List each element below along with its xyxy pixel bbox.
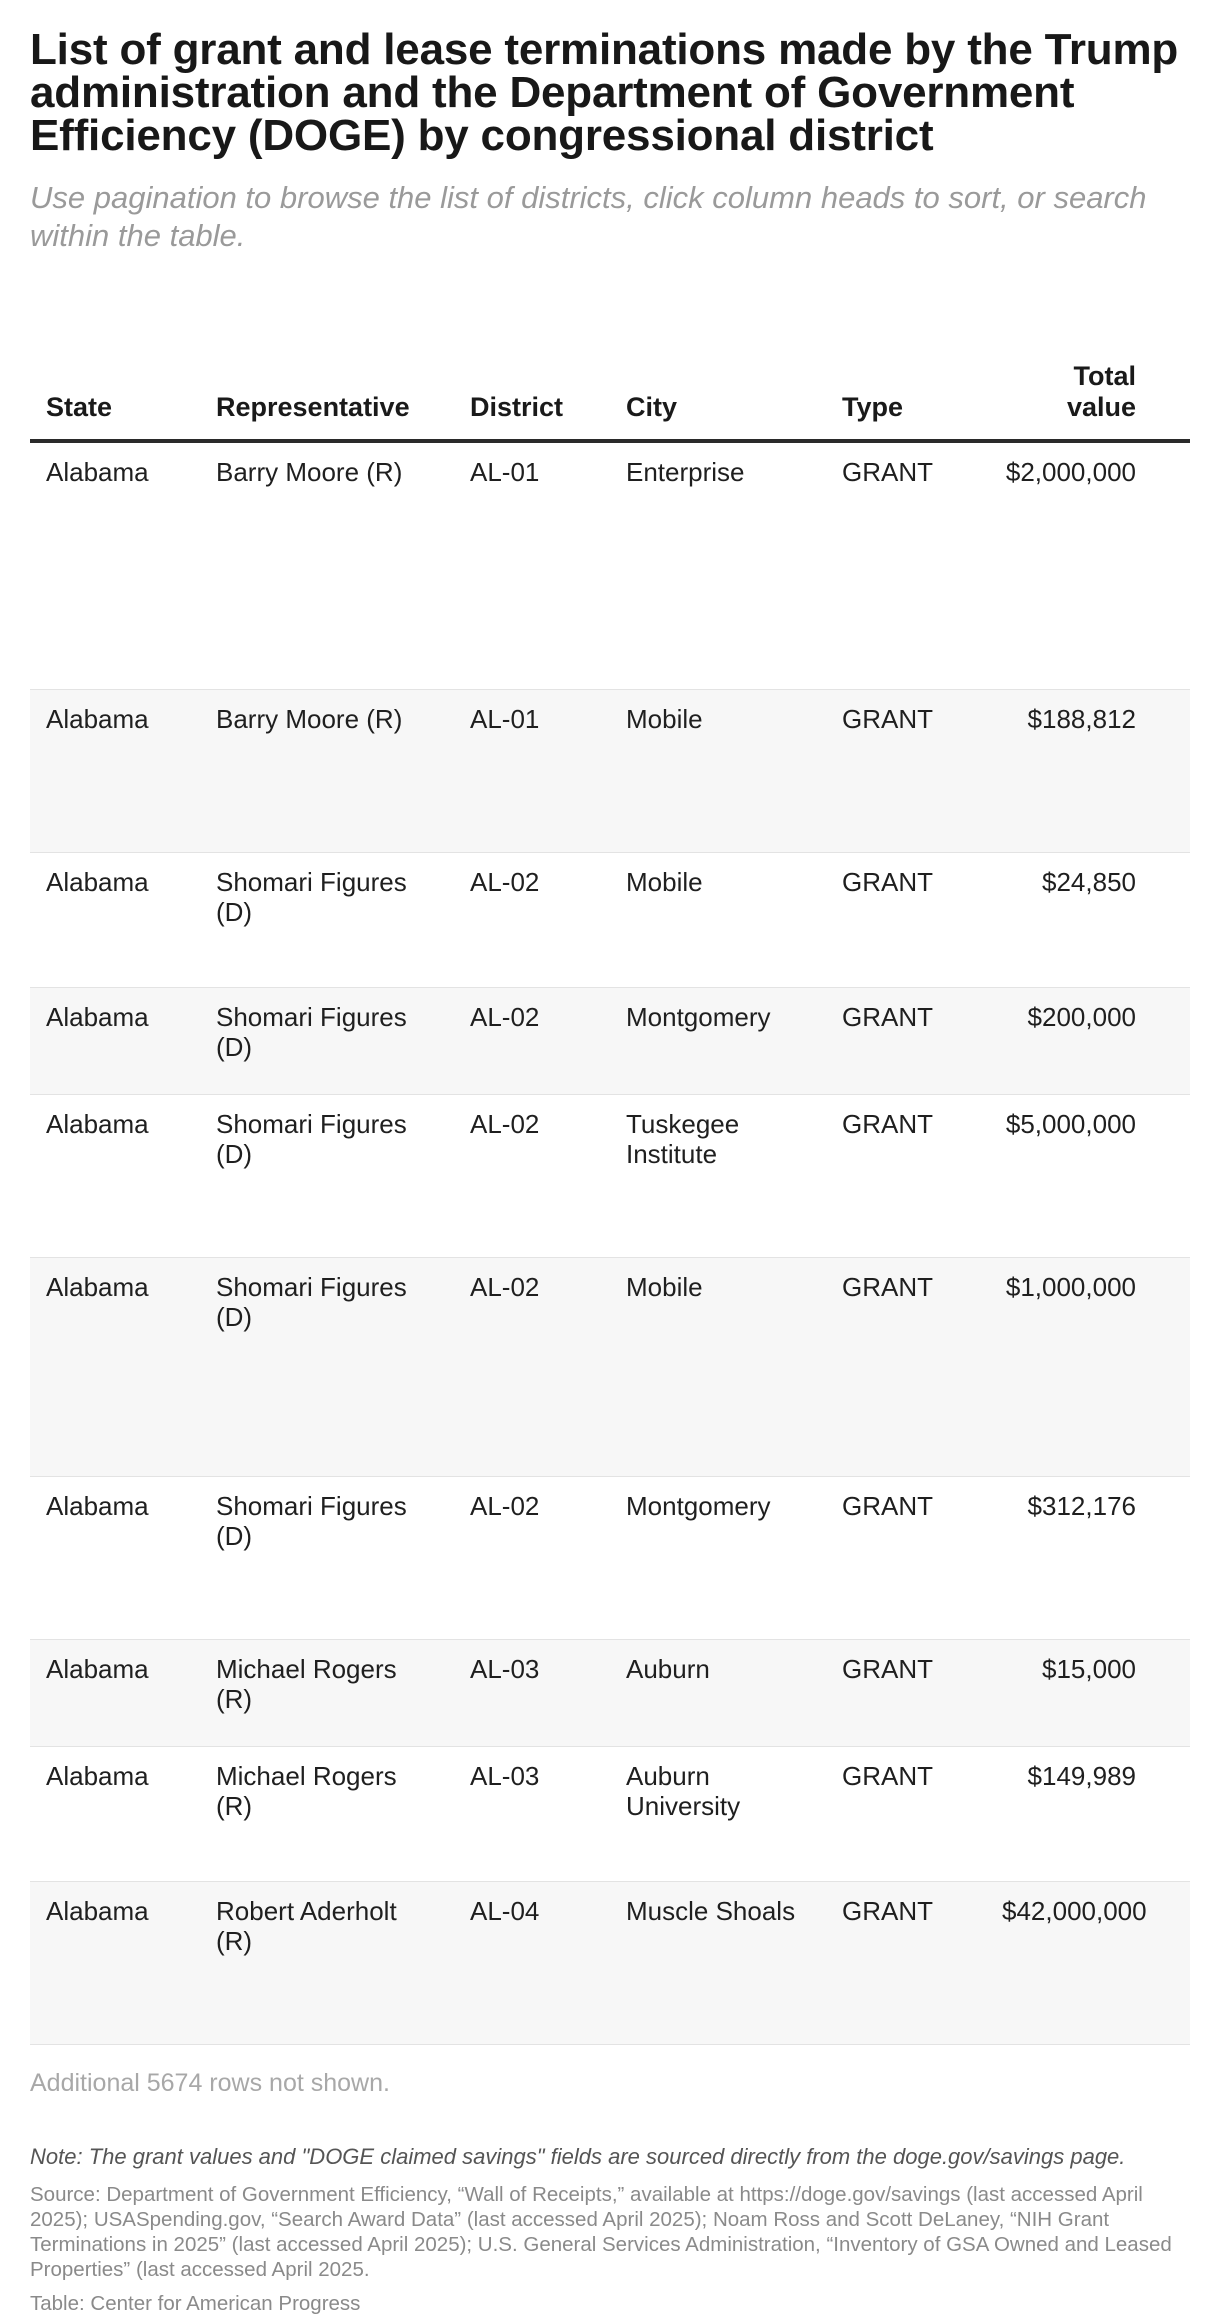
cell-state: Alabama <box>30 1257 200 1476</box>
page-subtitle: Use pagination to browse the list of districts, click column heads to sort, or search within the table. <box>30 180 1147 253</box>
table-row <box>30 1639 1190 1746</box>
table-row <box>30 1094 1190 1257</box>
table-row <box>30 1746 1190 1881</box>
cell-total-value: $2,000,000 <box>986 441 1190 689</box>
cell-district: AL-02 <box>454 987 610 1094</box>
cell-district: AL-03 <box>454 1639 610 1746</box>
table-credit: Table: Center for American Progress <box>30 2291 361 2315</box>
cell-representative: Shomari Figures (D) <box>200 987 454 1094</box>
cell-type: GRANT <box>826 987 986 1094</box>
cell-type: GRANT <box>826 1639 986 1746</box>
cell-state: Alabama <box>30 689 200 852</box>
table-note: Note: The grant values and "DOGE claimed savings" fields are sourced directly from the doge.gov/savings page. <box>30 2143 1126 2169</box>
cell-type: GRANT <box>826 1257 986 1476</box>
cell-state: Alabama <box>30 1094 200 1257</box>
cell-district: AL-02 <box>454 1094 610 1257</box>
cell-total-value: $42,000,000 <box>986 1881 1190 2044</box>
column-header-representative[interactable]: Representative <box>200 361 454 441</box>
table-header-row <box>30 361 1190 441</box>
cell-city: Mobile <box>610 1257 826 1476</box>
cell-type: GRANT <box>826 1476 986 1639</box>
column-header-type[interactable]: Type <box>826 361 986 441</box>
cell-city: Enterprise <box>610 441 826 689</box>
cell-type: GRANT <box>826 1881 986 2044</box>
cell-type: GRANT <box>826 689 986 852</box>
cell-state: Alabama <box>30 441 200 689</box>
cell-representative: Barry Moore (R) <box>200 689 454 852</box>
cell-district: AL-04 <box>454 1881 610 2044</box>
cell-total-value: $200,000 <box>986 987 1190 1094</box>
cell-city: Tuskegee Institute <box>610 1094 826 1257</box>
cell-city: Mobile <box>610 852 826 987</box>
cell-state: Alabama <box>30 1881 200 2044</box>
cell-city: Montgomery <box>610 987 826 1094</box>
cell-type: GRANT <box>826 1746 986 1881</box>
page-title: List of grant and lease terminations made by the Trump administration and the Department of Government Efficiency (DOGE) by congressional district <box>30 25 1179 160</box>
cell-representative: Shomari Figures (D) <box>200 1476 454 1639</box>
cell-representative: Shomari Figures (D) <box>200 852 454 987</box>
cell-state: Alabama <box>30 1639 200 1746</box>
cell-state: Alabama <box>30 852 200 987</box>
cell-representative: Shomari Figures (D) <box>200 1257 454 1476</box>
cell-city: Mobile <box>610 689 826 852</box>
cell-total-value: $5,000,000 <box>986 1094 1190 1257</box>
rows-not-shown-text: Additional 5674 rows not shown. <box>30 2068 390 2097</box>
column-header-total-value[interactable]: Total value <box>986 361 1190 441</box>
cell-district: AL-01 <box>454 441 610 689</box>
cell-type: GRANT <box>826 1094 986 1257</box>
cell-state: Alabama <box>30 1746 200 1881</box>
table-row <box>30 689 1190 852</box>
cell-total-value: $188,812 <box>986 689 1190 852</box>
cell-total-value: $24,850 <box>986 852 1190 987</box>
table-row <box>30 852 1190 987</box>
column-header-city[interactable]: City <box>610 361 826 441</box>
table-row <box>30 1257 1190 1476</box>
table-source: Source: Department of Government Efficiency, “Wall of Receipts,” available at https://doge.gov/savings (last accessed April 2025); USASpending.gov, “Search Award Data” (last accessed April 2025); Noam Ross and Scott DeLaney, “NIH Grant Terminations in 2025” (last accessed April 2025); U.S. General Services Administration, “Inventory of GSA Owned and Leased Properties” (last accessed April 2025. <box>30 2182 1172 2281</box>
cell-state: Alabama <box>30 1476 200 1639</box>
cell-representative: Shomari Figures (D) <box>200 1094 454 1257</box>
cell-district: AL-02 <box>454 1476 610 1639</box>
table-row <box>30 441 1190 689</box>
cell-type: GRANT <box>826 852 986 987</box>
cell-city: Auburn <box>610 1639 826 1746</box>
cell-district: AL-02 <box>454 852 610 987</box>
cell-city: Auburn University <box>610 1746 826 1881</box>
cell-city: Montgomery <box>610 1476 826 1639</box>
column-header-district[interactable]: District <box>454 361 610 441</box>
district-table <box>30 361 1190 2045</box>
cell-total-value: $15,000 <box>986 1639 1190 1746</box>
cell-representative: Barry Moore (R) <box>200 441 454 689</box>
cell-total-value: $149,989 <box>986 1746 1190 1881</box>
table-row <box>30 1476 1190 1639</box>
cell-district: AL-03 <box>454 1746 610 1881</box>
cell-type: GRANT <box>826 441 986 689</box>
cell-district: AL-02 <box>454 1257 610 1476</box>
cell-district: AL-01 <box>454 689 610 852</box>
table-row <box>30 987 1190 1094</box>
cell-city: Muscle Shoals <box>610 1881 826 2044</box>
cell-total-value: $312,176 <box>986 1476 1190 1639</box>
cell-representative: Robert Aderholt (R) <box>200 1881 454 2044</box>
table-row <box>30 1881 1190 2044</box>
cell-total-value: $1,000,000 <box>986 1257 1190 1476</box>
cell-state: Alabama <box>30 987 200 1094</box>
column-header-state[interactable]: State <box>30 361 200 441</box>
cell-representative: Michael Rogers (R) <box>200 1639 454 1746</box>
cell-representative: Michael Rogers (R) <box>200 1746 454 1881</box>
